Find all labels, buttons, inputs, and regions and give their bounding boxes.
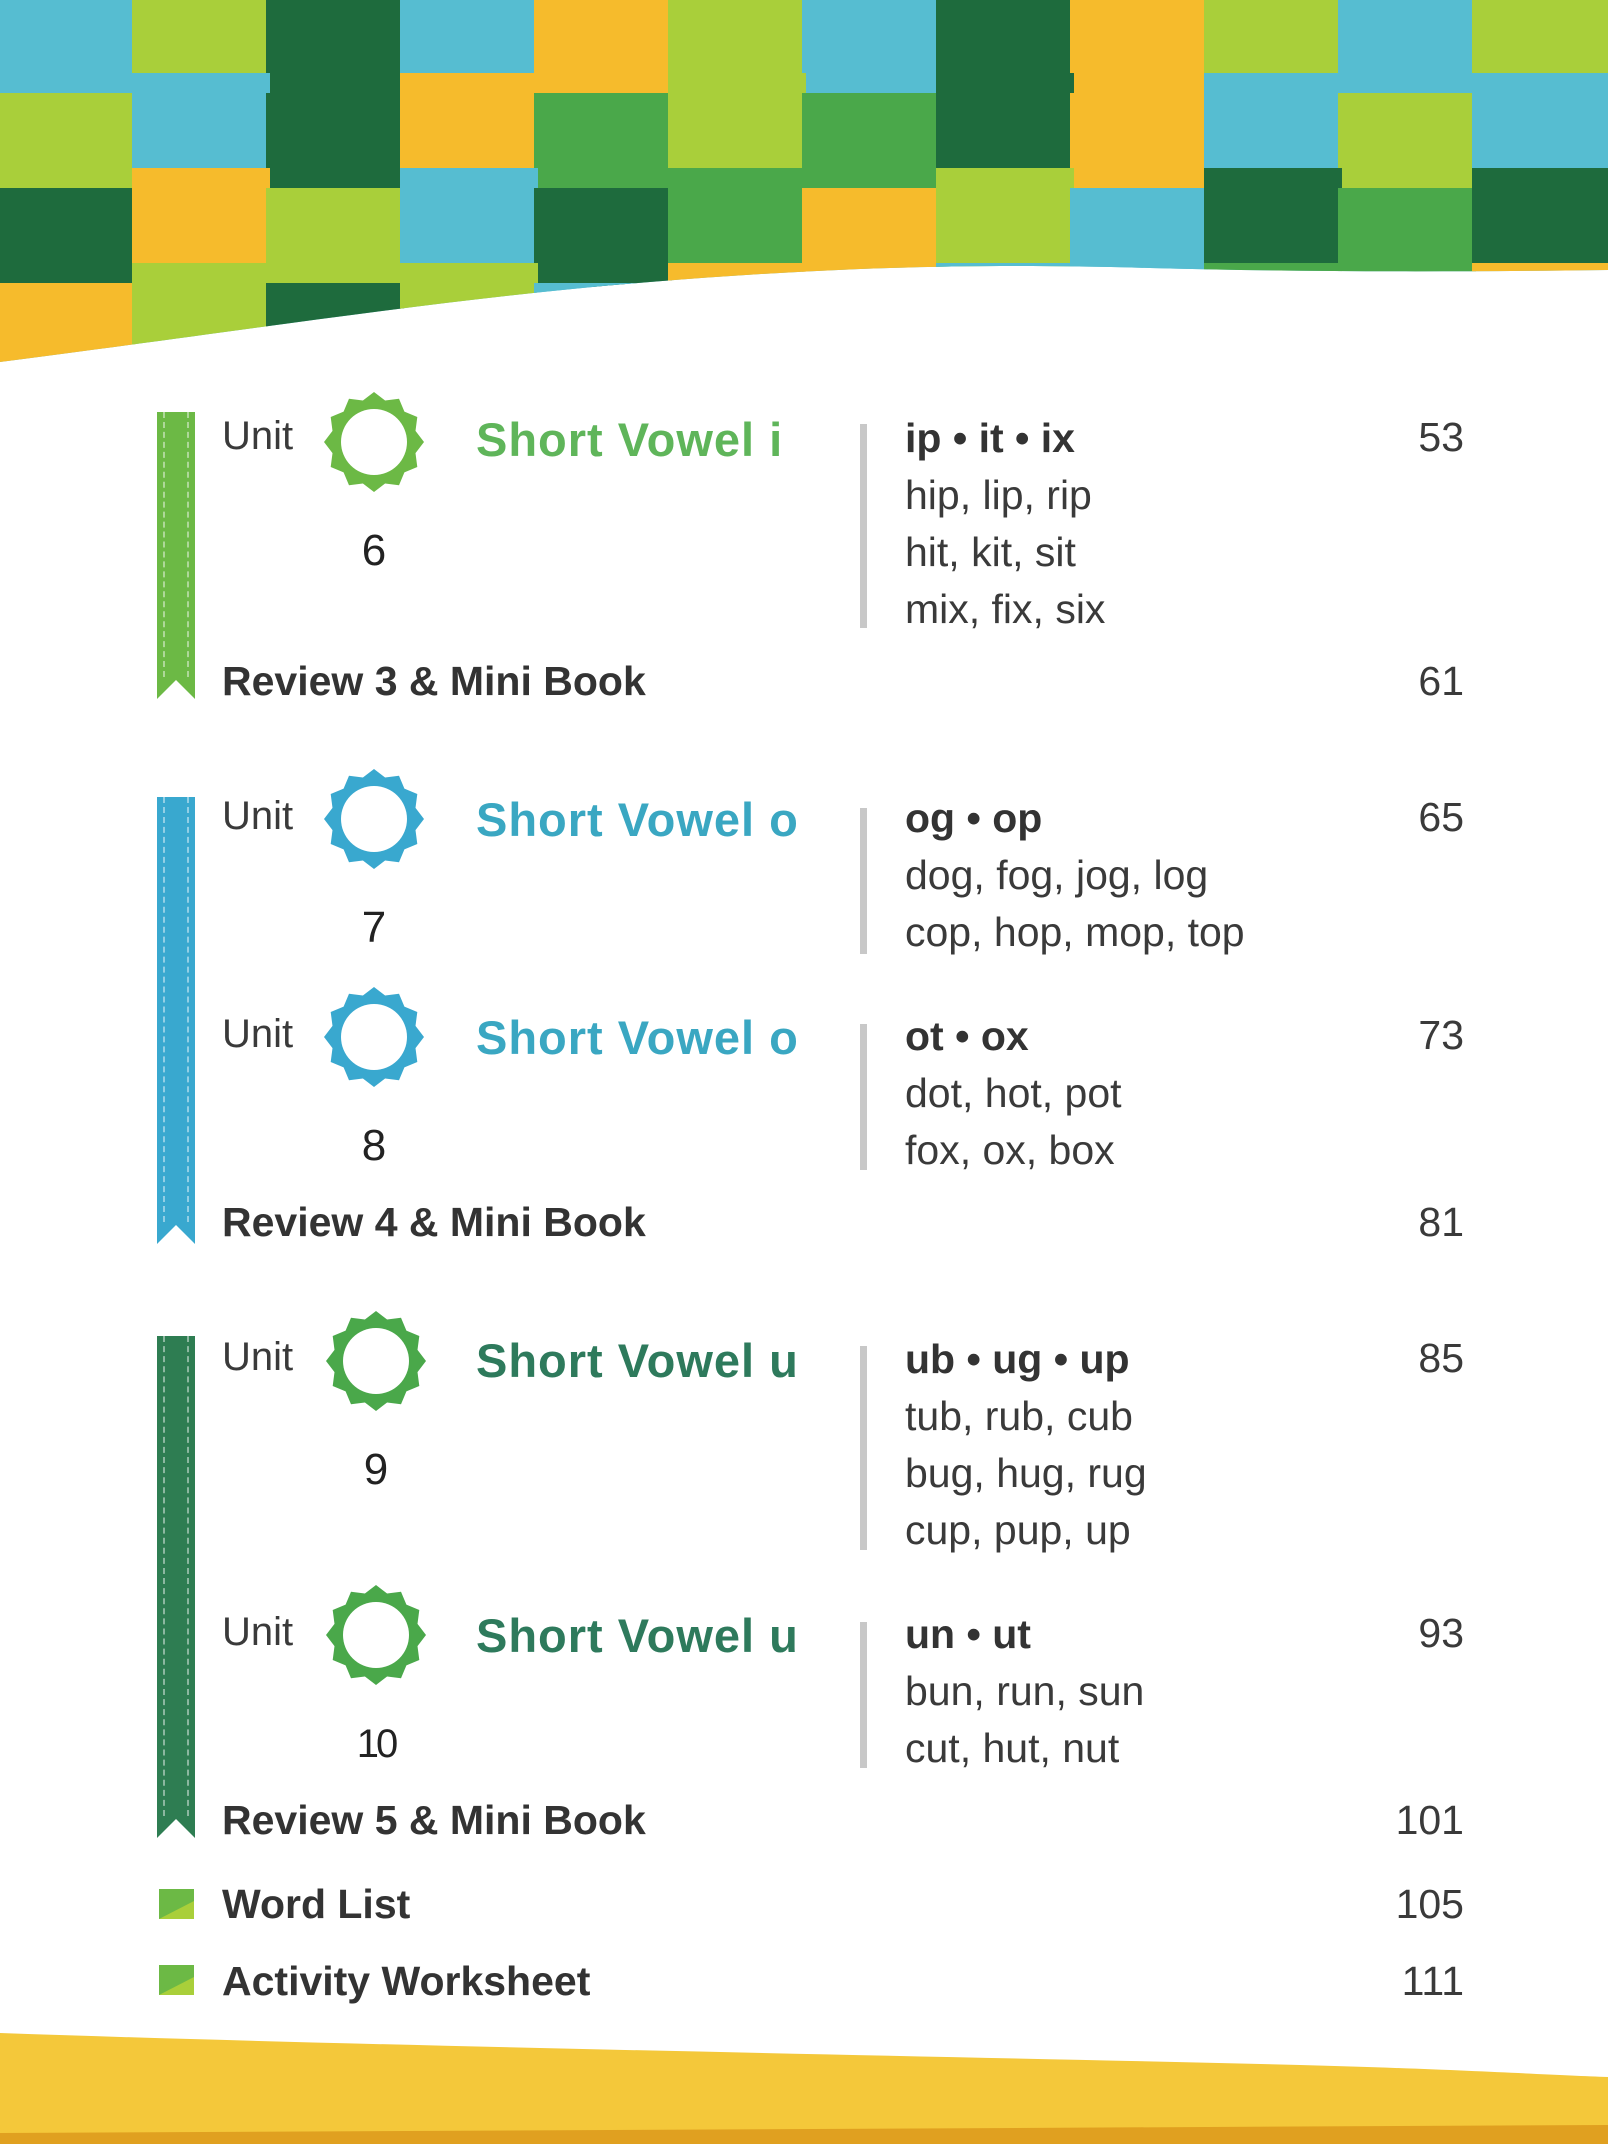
example-words: dog, fog, jog, log [905, 852, 1209, 898]
review-label: Review 5 & Mini Book [222, 1797, 646, 1843]
divider [860, 424, 867, 628]
divider [860, 808, 867, 954]
example-words: dot, hot, pot [905, 1070, 1122, 1116]
page-number: 81 [1418, 1199, 1464, 1245]
word-list-label: Word List [222, 1881, 411, 1927]
phonics-pattern: og • op [905, 795, 1043, 841]
unit-number: 7 [361, 903, 387, 952]
activity-worksheet-label: Activity Worksheet [222, 1958, 591, 2004]
unit-number-badge [324, 1583, 428, 1766]
example-words: hip, lip, rip [905, 472, 1092, 518]
ribbon-units-7-8 [157, 797, 195, 1244]
review-label: Review 4 & Mini Book [222, 1199, 646, 1245]
unit-title: Short Vowel u [476, 1609, 799, 1662]
phonics-pattern: ip • it • ix [905, 415, 1075, 461]
word-list [905, 410, 1105, 638]
page-number: 101 [1395, 1797, 1464, 1843]
example-words: hit, kit, sit [905, 529, 1076, 575]
unit-label: Unit [222, 1012, 294, 1056]
example-words: cut, hut, nut [905, 1725, 1120, 1771]
bullet-icon [159, 1889, 194, 1919]
page-number: 73 [1418, 1012, 1464, 1058]
divider [860, 1622, 867, 1768]
unit-label: Unit [222, 1335, 294, 1379]
ribbon-units-9-10 [157, 1336, 195, 1838]
page-number: 105 [1395, 1881, 1464, 1927]
unit-number-badge [322, 390, 426, 575]
bullet-icon [159, 1965, 194, 1995]
page-number: 93 [1418, 1610, 1464, 1656]
unit-number-badge [324, 1309, 428, 1494]
checkered-banner [0, 0, 1608, 380]
unit-number: 9 [363, 1445, 389, 1494]
word-list [905, 790, 1245, 961]
example-words: tub, rub, cub [905, 1393, 1133, 1439]
unit-title: Short Vowel i [476, 413, 784, 466]
unit-number-badge [322, 767, 426, 952]
unit-title: Short Vowel o [476, 793, 799, 846]
page-number: 111 [1401, 1958, 1464, 2004]
review-label: Review 3 & Mini Book [222, 658, 646, 704]
page-number: 65 [1418, 794, 1464, 840]
footer-band [0, 2015, 1608, 2144]
example-words: cup, pup, up [905, 1507, 1131, 1553]
word-list [905, 1606, 1144, 1777]
ribbon-unit-6 [157, 412, 195, 699]
unit-title: Short Vowel o [476, 1011, 799, 1064]
example-words: mix, fix, six [905, 586, 1106, 632]
word-list [905, 1008, 1122, 1179]
example-words: bug, hug, rug [905, 1450, 1147, 1496]
page-number: 61 [1418, 658, 1464, 704]
page-number: 85 [1418, 1335, 1464, 1381]
word-list [905, 1331, 1147, 1559]
example-words: bun, run, sun [905, 1668, 1145, 1714]
divider [860, 1346, 867, 1550]
phonics-pattern: ot • ox [905, 1013, 1029, 1059]
unit-number: 6 [361, 526, 387, 575]
unit-number: 10 [356, 1722, 396, 1766]
unit-label: Unit [222, 414, 294, 458]
phonics-pattern: ub • ug • up [905, 1336, 1130, 1382]
example-words: cop, hop, mop, top [905, 909, 1245, 955]
unit-number: 8 [361, 1121, 387, 1170]
phonics-pattern: un • ut [905, 1611, 1031, 1657]
example-words: fox, ox, box [905, 1127, 1115, 1173]
divider [860, 1024, 867, 1170]
unit-label: Unit [222, 794, 294, 838]
unit-label: Unit [222, 1610, 294, 1654]
unit-title: Short Vowel u [476, 1334, 799, 1387]
page-number: 53 [1418, 414, 1464, 460]
unit-number-badge [322, 985, 426, 1170]
